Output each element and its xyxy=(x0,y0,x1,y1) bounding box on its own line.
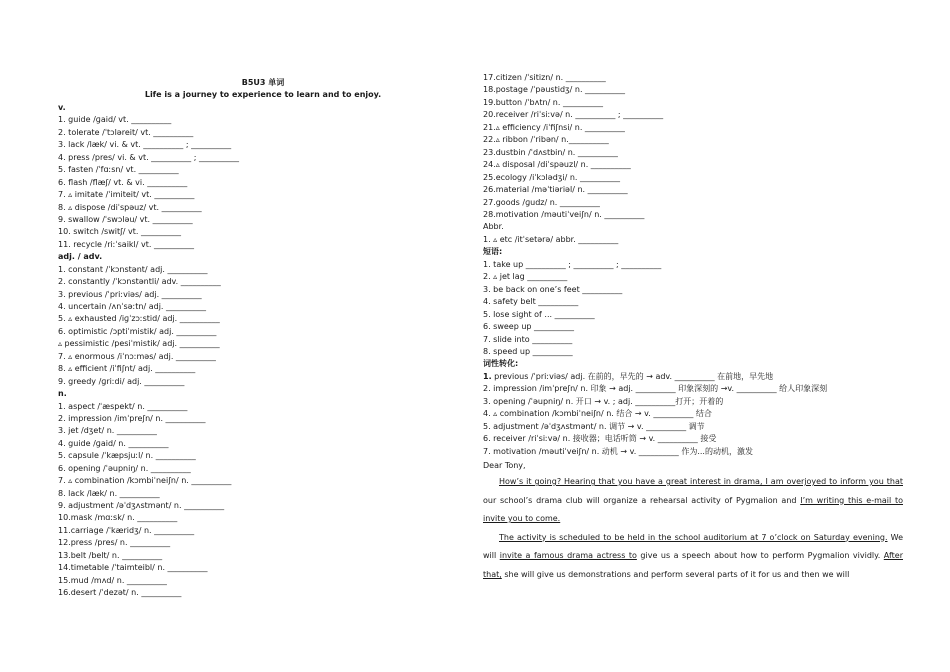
verb-item: 4. press /pres/ vi. & vt. __________ ; __________ xyxy=(58,152,239,162)
letter-underlined-text: I’m writing this e-mail to invite you to come. xyxy=(483,495,903,524)
verb-item: 2. tolerate /ˈtɔləreit/ vt. __________ xyxy=(58,127,194,137)
phrases-heading: 短语: xyxy=(483,247,503,257)
conversion-item: 5. adjustment /əˈdʒʌstmənt/ n. 调节 → v. __________ 调节 xyxy=(483,421,705,431)
noun-item: 2. impression /imˈpreʃn/ n. __________ xyxy=(58,413,206,423)
verb-item: 6. flash /flæʃ/ vt. & vi. __________ xyxy=(58,177,188,187)
letter-text: she will give us demonstrations and perform several parts of it for us and then we will xyxy=(501,569,850,579)
abbreviation-item: 1. ▵ etc /itˈsetərə/ abbr. __________ xyxy=(483,234,619,244)
document-subtitle: Life is a journey to experience to learn and to enjoy. xyxy=(144,90,382,99)
adjectives-list xyxy=(58,264,468,388)
noun-item: 26.material /məˈtiəriəl/ n. __________ xyxy=(483,185,628,195)
verb-item: 10. switch /switʃ/ vt. __________ xyxy=(58,227,181,237)
adjective-item: 9. greedy /ɡriːdi/ adj. __________ xyxy=(58,376,185,386)
adjective-item: 2. constantly /ˈkɔnstəntli/ adv. __________ xyxy=(58,277,221,287)
nouns-heading: n. xyxy=(58,389,67,399)
noun-item: 15.mud /mʌd/ n. __________ xyxy=(58,575,167,585)
phrase-item: 4. safety belt __________ xyxy=(483,297,579,307)
document-title: B5U3 单词 xyxy=(241,78,285,87)
conversion-item xyxy=(483,371,903,383)
letter-paragraph-2 xyxy=(483,529,903,585)
letter-underlined-text: I am overjoyed to inform you that xyxy=(762,477,903,487)
conversion-item: 2. impression /imˈpreʃn/ n. 印象 → adj. __________ 印象深刻的 →v. __________ 给人印象深刻 xyxy=(483,384,828,394)
phrase-item: 6. sweep up __________ xyxy=(483,322,575,332)
noun-item: 11.carriage /ˈkæridʒ/ n. __________ xyxy=(58,525,195,535)
noun-item: 16.desert /ˈdezət/ n. __________ xyxy=(58,588,182,598)
conversion-text: previous /ˈpriːviəs/ adj. 在前的，早先的 → adv. __________ 在前地，早先地 xyxy=(491,371,774,381)
verb-item: 7. ▵ imitate /ˈimiteit/ vt. __________ xyxy=(58,190,195,200)
noun-item: 19.button /ˈbʌtn/ n. __________ xyxy=(483,97,603,107)
phrase-item: 8. speed up __________ xyxy=(483,346,573,356)
abbr-heading: Abbr. xyxy=(483,222,504,232)
noun-item: 6. opening /ˈəupniŋ/ n. __________ xyxy=(58,463,191,473)
adjective-item: 8. ▵ efficient /iˈfiʃnt/ adj. __________ xyxy=(58,364,196,374)
noun-item: 12.press /pres/ n. __________ xyxy=(58,538,171,548)
adjective-item: 4. uncertain /ʌnˈsəːtn/ adj. __________ xyxy=(58,302,207,311)
noun-item: 5. capsule /ˈkæpsjuːl/ n. __________ xyxy=(58,451,196,461)
adjective-item: 3. previous /ˈpriːviəs/ adj. __________ xyxy=(58,289,202,299)
noun-item: 25.ecology /iˈkɔlədʒi/ n. __________ xyxy=(483,172,621,182)
noun-item: 28.motivation /məutiˈveiʃn/ n. __________ xyxy=(483,209,645,219)
verb-item: 3. lack /læk/ vi. & vt. __________ ; __________ xyxy=(58,140,232,150)
letter-underlined-text: After that, xyxy=(483,551,903,579)
noun-item: 17.citizen /ˈsitizn/ n. __________ xyxy=(483,73,606,82)
letter-underlined-text: invite a famous drama actress to xyxy=(499,551,637,561)
conversion-item: 3. opening /ˈəupniŋ/ n. 开口 → v. ; adj. __________打开；开着的 xyxy=(483,396,724,406)
noun-item: 8. lack /læk/ n. __________ xyxy=(58,488,160,498)
noun-item: 13.belt /belt/ n. __________ xyxy=(58,550,163,560)
conversions-list xyxy=(483,371,903,458)
noun-item: 3. jet /dʒet/ n. __________ xyxy=(58,426,157,436)
phrase-item: 1. take up __________ ; __________ ; __________ xyxy=(483,259,662,269)
conversion-item: 4. ▵ combination /kɔmbiˈneiʃn/ n. 结合 → v. __________ 结合 xyxy=(483,409,712,419)
letter-greeting: Dear Tony, xyxy=(483,461,526,471)
letter xyxy=(483,458,903,584)
noun-item: 10.mask /mɑːsk/ n. __________ xyxy=(58,513,178,523)
verb-item: 8. ▵ dispose /diˈspəuz/ vt. __________ xyxy=(58,202,202,212)
adjective-item: 6. optimistic /ɔptiˈmistik/ adj. __________ xyxy=(58,326,217,336)
left-column xyxy=(58,77,468,600)
letter-underlined-text: How’s it going? Hearing that you have a great interest in drama, xyxy=(499,477,763,487)
phrase-item: 2. ▵ jet lag __________ xyxy=(483,272,568,282)
letter-text: our school’s drama club will organize a rehearsal activity of Pygmalion and xyxy=(483,495,801,505)
letter-underlined-text: The activity is scheduled to be held in the school auditorium at 7 o’clock on Saturday evening. xyxy=(499,532,888,542)
adjective-item: ▵ pessimistic /pesiˈmistik/ adj. __________ xyxy=(58,339,220,349)
adj-heading: adj. / adv. xyxy=(58,252,103,262)
verb-item: 9. swallow /ˈswɔləu/ vt. __________ xyxy=(58,214,193,224)
noun-item: 21.▵ efficiency /iˈfiʃnsi/ n. __________ xyxy=(483,122,625,132)
letter-text: give us a speech about how to perform Pygmalion vividly. xyxy=(636,551,884,561)
verb-item: 1. guide /ɡaid/ vt. __________ xyxy=(58,115,172,125)
noun-item: 22.▵ ribbon /ˈribən/ n.__________ xyxy=(483,135,609,145)
conversion-item: 7. motivation /məutiˈveiʃn/ n. 动机 → v. __________ 作为...的动机，激发 xyxy=(483,446,753,456)
phrase-item: 7. slide into __________ xyxy=(483,334,573,344)
adjective-item: 7. ▵ enormous /iˈnɔːməs/ adj. __________ xyxy=(58,351,216,361)
letter-text: We will xyxy=(483,532,904,561)
noun-item: 4. guide /ɡaid/ n. __________ xyxy=(58,438,169,448)
conversion-heading: 词性转化: xyxy=(483,359,519,369)
phrases-list xyxy=(483,259,903,359)
noun-item: 7. ▵ combination /kɔmbiˈneiʃn/ n. __________ xyxy=(58,476,232,486)
abbreviations-list xyxy=(483,234,903,246)
noun-item: 24.▵ disposal /diˈspəuzl/ n. __________ xyxy=(483,160,631,170)
noun-item: 9. adjustment /əˈdʒʌstmənt/ n. __________ xyxy=(58,501,225,510)
conversion-number: 1. xyxy=(483,371,492,381)
phrase-item: 5. lose sight of ... __________ xyxy=(483,309,595,319)
verb-item: 11. recycle /riːˈsaikl/ vt. __________ xyxy=(58,239,194,249)
noun-item: 1. aspect /ˈæspekt/ n. __________ xyxy=(58,401,188,411)
nouns-continued-list xyxy=(483,72,903,221)
verb-item: 5. fasten /ˈfɑːsn/ vt. __________ xyxy=(58,165,179,175)
phrase-item: 3. be back on one’s feet __________ xyxy=(483,284,623,294)
conversion-item: 6. receiver /riˈsiːvə/ n. 接收器；电话听筒 → v. __________ 接受 xyxy=(483,434,717,444)
adjective-item: 1. constant /ˈkɔnstənt/ adj. __________ xyxy=(58,264,208,274)
noun-item: 18.postage /ˈpəustidʒ/ n. __________ xyxy=(483,85,626,95)
right-column xyxy=(483,72,903,584)
document-header xyxy=(58,77,468,102)
noun-item: 27.goods /ɡudz/ n. __________ xyxy=(483,197,600,207)
noun-item: 14.timetable /ˈtaimteibl/ n. __________ xyxy=(58,563,208,573)
noun-item: 20.receiver /riˈsiːvə/ n. __________ ; __________ xyxy=(483,110,664,120)
noun-item: 23.dustbin /ˈdʌstbin/ n. __________ xyxy=(483,147,618,157)
verbs-heading: v. xyxy=(58,103,66,112)
letter-paragraph-1 xyxy=(483,473,903,529)
verbs-list xyxy=(58,114,468,251)
nouns-list xyxy=(58,401,468,600)
adjective-item: 5. ▵ exhausted /iɡˈzɔːstid/ adj. __________ xyxy=(58,314,220,324)
